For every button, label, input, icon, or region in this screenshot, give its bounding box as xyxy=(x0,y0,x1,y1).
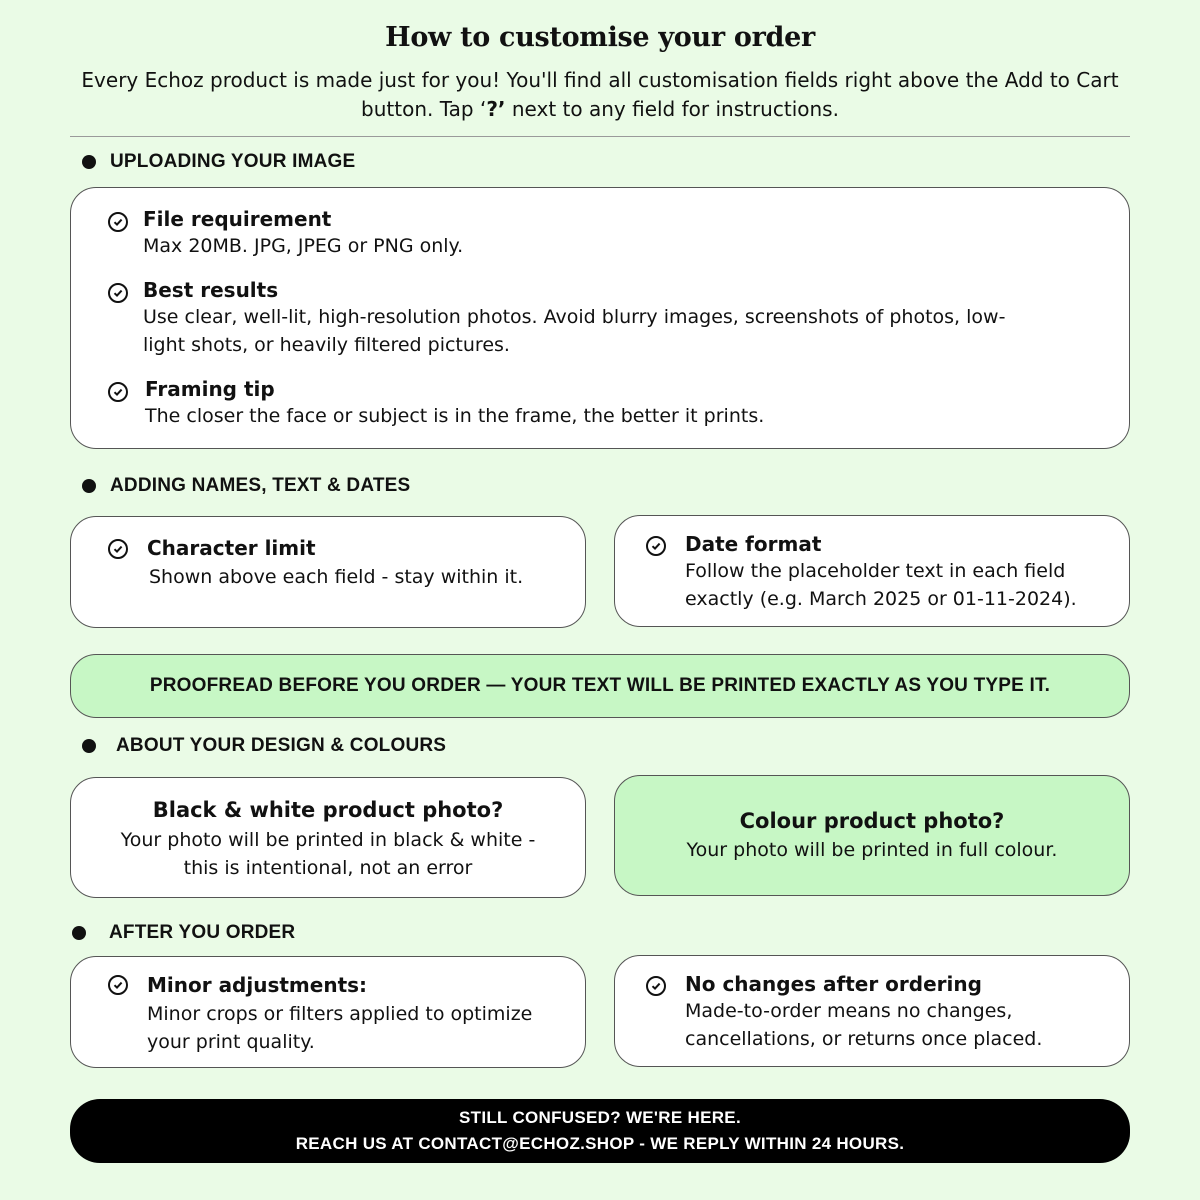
item-text: this is intentional, not an error xyxy=(183,857,473,879)
section-heading-design xyxy=(82,735,446,757)
check-circle-icon xyxy=(108,382,128,402)
item-title: No changes after ordering xyxy=(685,972,982,996)
item-text: exactly (e.g. March 2025 or 01-11-2024). xyxy=(685,588,1077,610)
intro-line-2-post: next to any field for instructions. xyxy=(505,97,839,121)
footer-line-1: STILL CONFUSED? WE'RE HERE. xyxy=(459,1108,741,1127)
bullet-dot xyxy=(82,155,96,169)
item-text: Made-to-order means no changes, xyxy=(685,1000,1013,1022)
item-text: Your photo will be printed in black & white - xyxy=(120,829,536,851)
item-title: Date format xyxy=(685,532,822,556)
check-circle-icon xyxy=(108,283,128,303)
item-title: Colour product photo? xyxy=(739,809,1005,833)
minor-adjustments-item xyxy=(147,972,532,1056)
item-text: Max 20MB. JPG, JPEG or PNG only. xyxy=(143,235,464,257)
date-format-card xyxy=(614,515,1130,627)
page-title: How to customise your order xyxy=(385,22,815,53)
best-results-item xyxy=(143,277,1005,359)
item-text: your print quality. xyxy=(147,1031,315,1053)
no-changes-item xyxy=(685,971,1042,1053)
divider xyxy=(70,136,1130,137)
contact-footer xyxy=(70,1099,1130,1163)
item-text: Use clear, well-lit, high-resolution photos. Avoid blurry images, screenshots of photos, low- xyxy=(143,306,1006,328)
section-heading-design-label: ABOUT YOUR DESIGN & COLOURS xyxy=(116,735,447,756)
item-text: Minor crops or filters applied to optimize xyxy=(147,1003,533,1025)
item-text: Your photo will be printed in full colour. xyxy=(686,839,1058,861)
no-changes-card xyxy=(614,955,1130,1067)
check-circle-icon xyxy=(646,536,666,556)
character-limit-card xyxy=(70,516,586,628)
check-circle-icon xyxy=(108,539,128,559)
minor-adjustments-card xyxy=(70,956,586,1068)
section-heading-upload-label: UPLOADING YOUR IMAGE xyxy=(110,151,356,172)
intro-text xyxy=(70,66,1130,124)
intro-line-1: Every Echoz product is made just for you! You'll find all customisation fields right above the Add to Cart xyxy=(81,68,1119,92)
item-title: Black & white product photo? xyxy=(152,798,504,822)
section-heading-after-label: AFTER YOU ORDER xyxy=(109,922,296,943)
footer-line-2: REACH US AT CONTACT@ECHOZ.SHOP - WE REPLY WITHIN 24 HOURS. xyxy=(295,1134,905,1153)
item-text: cancellations, or returns once placed. xyxy=(685,1028,1043,1050)
bullet-dot xyxy=(82,479,96,493)
section-heading-names-label: ADDING NAMES, TEXT & DATES xyxy=(110,475,411,496)
file-requirement-item xyxy=(143,206,463,260)
check-circle-icon xyxy=(108,975,128,995)
item-text: Follow the placeholder text in each field xyxy=(685,560,1066,582)
item-text: light shots, or heavily filtered pictures. xyxy=(143,334,510,356)
section-heading-upload xyxy=(82,151,355,173)
check-circle-icon xyxy=(108,212,128,232)
section-heading-after xyxy=(72,922,295,944)
colour-photo-card xyxy=(614,775,1130,896)
intro-line-2-pre: button. Tap ‘ xyxy=(361,97,487,121)
framing-tip-item xyxy=(145,376,764,430)
intro-line-2 xyxy=(70,95,1130,124)
upload-card xyxy=(70,187,1130,449)
bw-photo-card xyxy=(70,777,586,898)
character-limit-item xyxy=(147,535,523,591)
proofread-banner: PROOFREAD BEFORE YOU ORDER — YOUR TEXT WILL BE PRINTED EXACTLY AS YOU TYPE IT. xyxy=(70,654,1130,718)
bullet-dot xyxy=(82,739,96,753)
date-format-item xyxy=(685,531,1077,613)
item-title: Best results xyxy=(143,278,279,302)
bullet-dot xyxy=(72,926,86,940)
intro-help-symbol: ?’ xyxy=(486,97,506,121)
item-title: Minor adjustments: xyxy=(147,973,368,997)
item-title: Character limit xyxy=(147,536,316,560)
item-title: Framing tip xyxy=(145,377,275,401)
item-title: File requirement xyxy=(143,207,332,231)
section-heading-names xyxy=(82,475,410,497)
item-text: The closer the face or subject is in the frame, the better it prints. xyxy=(145,405,765,427)
item-text: Shown above each field - stay within it. xyxy=(149,566,524,588)
check-circle-icon xyxy=(646,976,666,996)
